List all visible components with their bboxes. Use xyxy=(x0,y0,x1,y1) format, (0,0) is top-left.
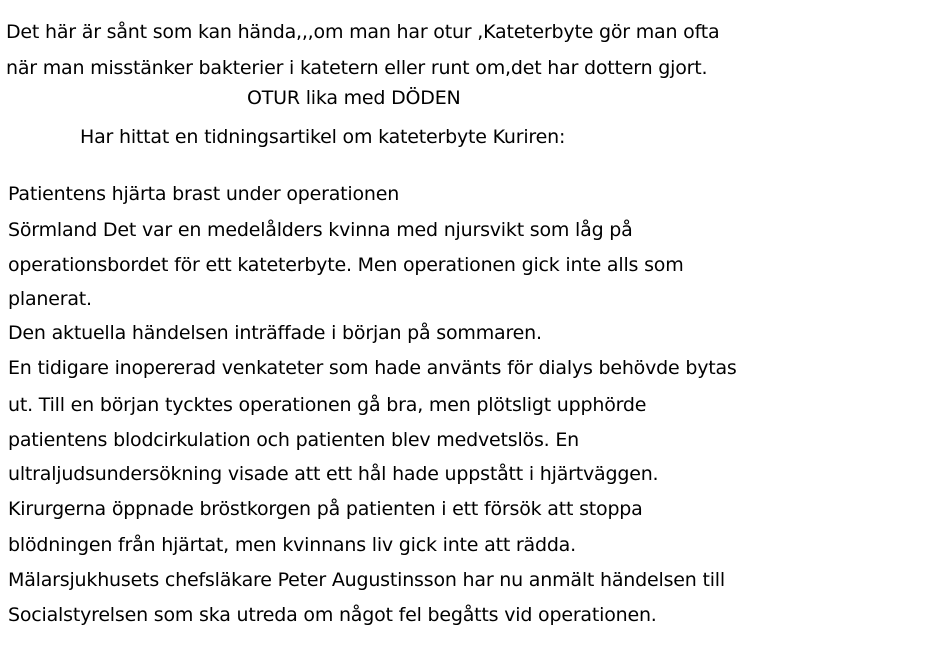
article-line: operationsbordet för ett kateterbyte. Men operationen gick inte alls som xyxy=(8,254,684,276)
article-line: Socialstyrelsen som ska utreda om något fel begåtts vid operationen. xyxy=(8,604,657,626)
article-line: Sörmland Det var en medelålders kvinna med njursvikt som låg på xyxy=(8,219,633,241)
article-line: ultraljudsundersökning visade att ett hål hade uppstått i hjärtväggen. xyxy=(8,463,659,485)
article-line: planerat. xyxy=(8,288,92,310)
article-line: patientens blodcirkulation och patienten blev medvetslös. En xyxy=(8,429,579,451)
intro-line-1: Det här är sånt som kan hända,,,om man har otur ,Kateterbyte gör man ofta xyxy=(6,21,720,43)
article-headline: Patientens hjärta brast under operationen xyxy=(8,183,400,205)
article-line: Den aktuella händelsen inträffade i början på sommaren. xyxy=(8,322,542,344)
article-line: Kirurgerna öppnade bröstkorgen på patienten i ett försök att stoppa xyxy=(8,498,643,520)
article-line: Mälarsjukhusets chefsläkare Peter Augustinsson har nu anmält händelsen till xyxy=(8,569,725,591)
intro-line-2: när man misstänker bakterier i katetern eller runt om,det har dottern gjort. xyxy=(6,57,708,79)
article-line: ut. Till en början tycktes operationen gå bra, men plötsligt upphörde xyxy=(8,394,647,416)
article-line: En tidigare inopererad venkateter som hade använts för dialys behövde bytas xyxy=(8,357,737,379)
emphasis-line: OTUR lika med DÖDEN xyxy=(247,87,461,109)
source-note: Har hittat en tidningsartikel om kateterbyte Kuriren: xyxy=(80,126,566,148)
article-line: blödningen från hjärtat, men kvinnans liv gick inte att rädda. xyxy=(8,534,576,556)
